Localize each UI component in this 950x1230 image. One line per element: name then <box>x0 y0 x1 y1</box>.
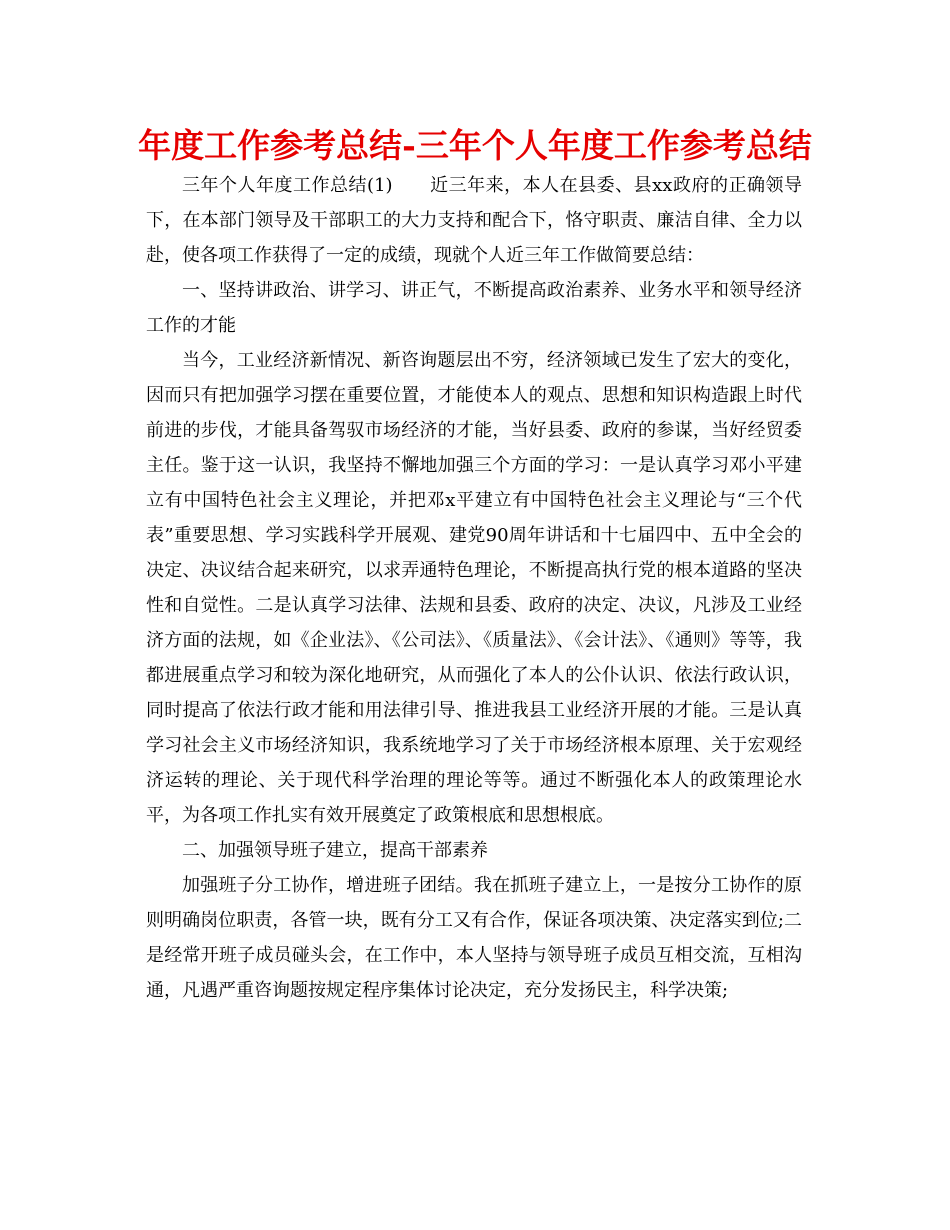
section-heading-2: 二、加强领导班子建立，提高干部素养 <box>182 840 488 861</box>
document-body <box>146 168 802 1008</box>
paragraph-intro: 三年个人年度工作总结(1) 近三年来，本人在县委、县xx政府的正确领导下，在本部门领导及干部职工的大力支持和配合下，恪守职责、廉洁自律、全力以赴，使各项工作获得了一定的成绩，现就个人近三年工作做简要总结： <box>146 175 802 266</box>
paragraph-team: 加强班子分工协作，增进班子团结。我在抓班子建立上，一是按分工协作的原则明确岗位职责，各管一块，既有分工又有合作，保证各项决策、决定落实到位;二是经常开班子成员碰头会，在工作中，本人坚持与领导班子成员互相交流，互相沟通，凡遇严重咨询题按规定程序集体讨论决定，充分发扬民主，科学决策; <box>146 875 802 1001</box>
document-title: 年度工作参考总结-三年个人年度工作参考总结 <box>138 126 812 165</box>
paragraph-study: 当今，工业经济新情况、新咨询题层出不穷，经济领域已发生了宏大的变化，因而只有把加强学习摆在重要位置，才能使本人的观点、思想和知识构造跟上时代前进的步伐，才能具备驾驭市场经济的才能，当好县委、政府的参谋，当好经贸委主任。鉴于这一认识，我坚持不懈地加强三个方面的学习：一是认真学习邓小平建立有中国特色社会主义理论，并把邓x平建立有中国特色社会主义理论与“三个代表”重要思想、学习实践科学开展观、建党90周年讲话和十七届四中、五中全会的决定、决议结合起来研究，以求弄通特色理论，不断提高执行党的根本道路的坚决性和自觉性。二是认真学习法律、法规和县委、政府的决定、决议，凡涉及工业经济方面的法规，如《企业法》、《公司法》、《质量法》、《会计法》、《通则》等等，我都进展重点学习和较为深化地研究，从而强化了本人的公仆认识、依法行政认识，同时提高了依法行政才能和用法律引导、推进我县工业经济开展的才能。三是认真学习社会主义市场经济知识，我系统地学习了关于市场经济根本原理、关于宏观经济运转的理论、关于现代科学治理的理论等等。通过不断强化本人的政策理论水平，为各项工作扎实有效开展奠定了政策根底和思想根底。 <box>146 350 802 826</box>
section-heading-1: 一、坚持讲政治、讲学习、讲正气，不断提高政治素养、业务水平和领导经济工作的才能 <box>146 280 802 336</box>
